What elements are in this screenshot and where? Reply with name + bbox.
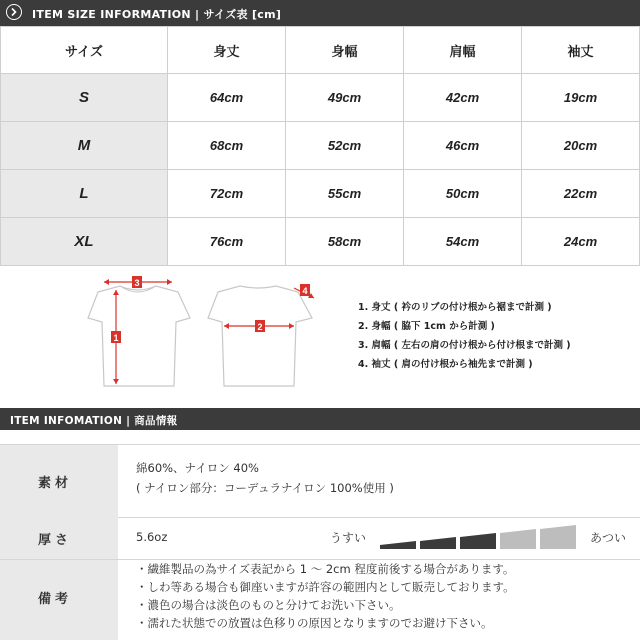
size-label: L: [1, 170, 168, 218]
tshirt-front-outline: [88, 286, 190, 386]
table-cell: 64cm: [168, 74, 286, 122]
table-cell: 46cm: [404, 122, 522, 170]
size-label: XL: [1, 218, 168, 266]
marker-2: 2: [257, 322, 263, 332]
table-cell: 20cm: [522, 122, 640, 170]
table-cell: 54cm: [404, 218, 522, 266]
remark-item: ・しわ等ある場合も御座いますが許容の範囲内として販売しております。: [136, 580, 515, 594]
table-cell: 49cm: [286, 74, 404, 122]
thickness-segment: [460, 533, 496, 549]
thick-label: あつい: [590, 531, 627, 545]
table-row: [1, 74, 640, 122]
size-label: S: [1, 74, 168, 122]
table-row: [1, 122, 640, 170]
item-info-title: ITEM INFOMATION | 商品情報: [10, 415, 178, 427]
marker-3: 3: [134, 278, 140, 288]
thickness-label-cell: [0, 517, 118, 559]
material-line1: 綿60%、ナイロン 40%: [136, 461, 259, 475]
thickness-row: [0, 517, 640, 560]
remark-item: ・濡れた状態での放置は色移りの原因となりますのでお避け下さい。: [136, 616, 493, 630]
remarks-list: [136, 560, 515, 632]
table-header-row: [1, 27, 640, 74]
material-label: 素材: [38, 476, 73, 491]
thickness-segment: [540, 525, 576, 549]
table-cell: 42cm: [404, 74, 522, 122]
column-header: サイズ: [1, 27, 168, 74]
remark-item: ・繊維製品の為サイズ表記から 1 ～ 2cm 程度前後する場合があります。: [136, 562, 515, 576]
note-item: 4. 袖丈 ( 肩の付け根から袖先まで計測 ): [358, 359, 533, 370]
column-header: 身幅: [286, 27, 404, 74]
table-cell: 52cm: [286, 122, 404, 170]
size-table: [0, 26, 640, 266]
table-cell: 72cm: [168, 170, 286, 218]
size-info-title: ITEM SIZE INFORMATION | サイズ表 [cm]: [32, 8, 282, 21]
column-header: 身丈: [168, 27, 286, 74]
column-header: 肩幅: [404, 27, 522, 74]
material-label-cell: [0, 445, 118, 517]
thickness-label: 厚さ: [38, 533, 73, 548]
table-cell: 19cm: [522, 74, 640, 122]
chevron-right-icon: [6, 4, 22, 20]
thickness-segment: [420, 537, 456, 549]
item-info-header: [0, 408, 640, 430]
thin-label: うすい: [330, 531, 367, 545]
thickness-scale: [380, 525, 580, 549]
thickness-value: 5.6oz: [136, 530, 168, 544]
note-item: 1. 身丈 ( 衿のリブの付け根から裾まで計測 ): [358, 302, 552, 313]
table-cell: 24cm: [522, 218, 640, 266]
remarks-label: 備考: [38, 592, 73, 607]
tshirt-back-outline: [208, 286, 312, 386]
table-cell: 76cm: [168, 218, 286, 266]
note-item: 3. 肩幅 ( 左右の肩の付け根から付け根まで計測 ): [358, 340, 571, 351]
table-row: [1, 218, 640, 266]
marker-4: 4: [302, 286, 308, 296]
remarks-row: [0, 560, 640, 640]
tshirt-diagram: [0, 268, 340, 400]
table-cell: 58cm: [286, 218, 404, 266]
thickness-segment: [500, 529, 536, 549]
size-label: M: [1, 122, 168, 170]
marker-1: 1: [113, 333, 119, 343]
note-item: 2. 身幅 ( 脇下 1cm から計測 ): [358, 321, 495, 332]
table-row: [1, 170, 640, 218]
material-row: [0, 444, 640, 518]
table-cell: 55cm: [286, 170, 404, 218]
table-cell: 50cm: [404, 170, 522, 218]
material-line2: ( ナイロン部分：コーデュラナイロン 100%使用 ): [136, 481, 394, 495]
table-cell: 68cm: [168, 122, 286, 170]
table-cell: 22cm: [522, 170, 640, 218]
size-info-header: [0, 0, 640, 26]
column-header: 袖丈: [522, 27, 640, 74]
measurement-notes: [358, 298, 571, 374]
remarks-label-cell: [0, 560, 118, 640]
remark-item: ・濃色の場合は淡色のものと分けてお洗い下さい。: [136, 598, 401, 612]
thickness-segment: [380, 541, 416, 549]
